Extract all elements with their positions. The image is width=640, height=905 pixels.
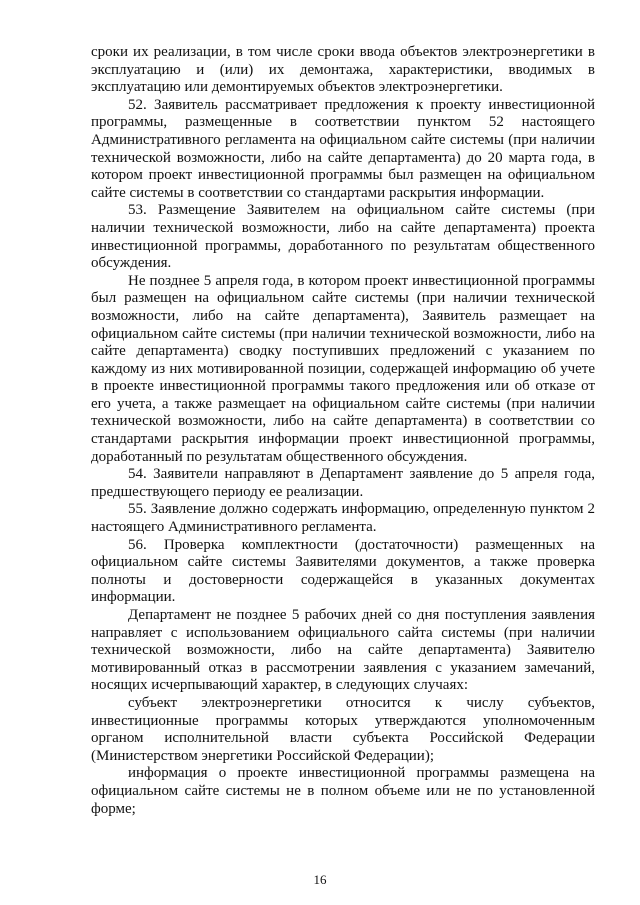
paragraph-55: 55. Заявление должно содержать информацию, определенную пунктом 2 настоящего Административного регламента. [91, 501, 595, 536]
list-item-case-2: информация о проекте инвестиционной программы размещена на официальном сайте системы не в полном объеме или не по установленной форме; [91, 765, 595, 817]
paragraph-56: 56. Проверка комплектности (достаточности) размещенных на официальном сайте системы Заявителями документов, а также проверка полноты и достоверности содержащейся в указанных документах информации. [91, 536, 595, 606]
paragraph-56-refusal: Департамент не позднее 5 рабочих дней со дня поступления заявления направляет с использованием официального сайта системы (при наличии технической возможности, либо на сайте департамента) Заявителю мотивированный отказ в рассмотрении заявления с указанием замечаний, носящих исчерпывающий характер, в следующих случаях: [91, 607, 595, 694]
paragraph-52: 52. Заявитель рассматривает предложения к проекту инвестиционной программы, размещенные в соответствии пунктом 52 настоящего Административного регламента на официальном сайте системы (при наличии технической возможности, либо на сайте департамента) до 20 марта года, в котором проект инвестиционной программы был размещен на официальном сайте системы в соответствии со стандартами раскрытия информации. [91, 96, 595, 201]
document-page [91, 44, 595, 818]
paragraph-54: 54. Заявители направляют в Департамент заявление до 5 апреля года, предшествующего периоду ее реализации. [91, 466, 595, 500]
paragraph-53: 53. Размещение Заявителем на официальном сайте системы (при наличии технической возможности, либо на сайте департамента) проекта инвестиционной программы, доработанного по результатам общественного обсуждения. [91, 202, 595, 272]
paragraph-continuation: сроки их реализации, в том числе сроки ввода объектов электроэнергетики в эксплуатацию и (или) их демонтажа, характеристики, вводимых в эксплуатацию или демонтируемых объектов электроэнергетики. [91, 44, 595, 96]
list-item-case-1: субъект электроэнергетики относится к числу субъектов, инвестиционные программы которых утверждаются уполномоченным органом исполнительной власти субъекта Российской Федерации (Министерством энергетики Российской Федерации); [91, 694, 595, 764]
page-number: 16 [313, 872, 327, 887]
paragraph-53-deadline: Не позднее 5 апреля года, в котором проект инвестиционной программы был размещен на официальном сайте системы (при наличии технической возможности, либо на сайте департамента), Заявитель размещает на официальном сайте системы (при наличии технической возможности, либо на сайте департамента) сводку поступивших предложений с указанием по каждому из них мотивированной позиции, содержащей информацию об учете в проекте инвестиционной программы такого предложения или об отказе от его учета, а также размещает на официальном сайте системы (при наличии технической возможности, либо на сайте департамента) в соответствии со стандартами раскрытия информации проект инвестиционной программы, доработанный по результатам общественного обсуждения. [91, 272, 595, 465]
